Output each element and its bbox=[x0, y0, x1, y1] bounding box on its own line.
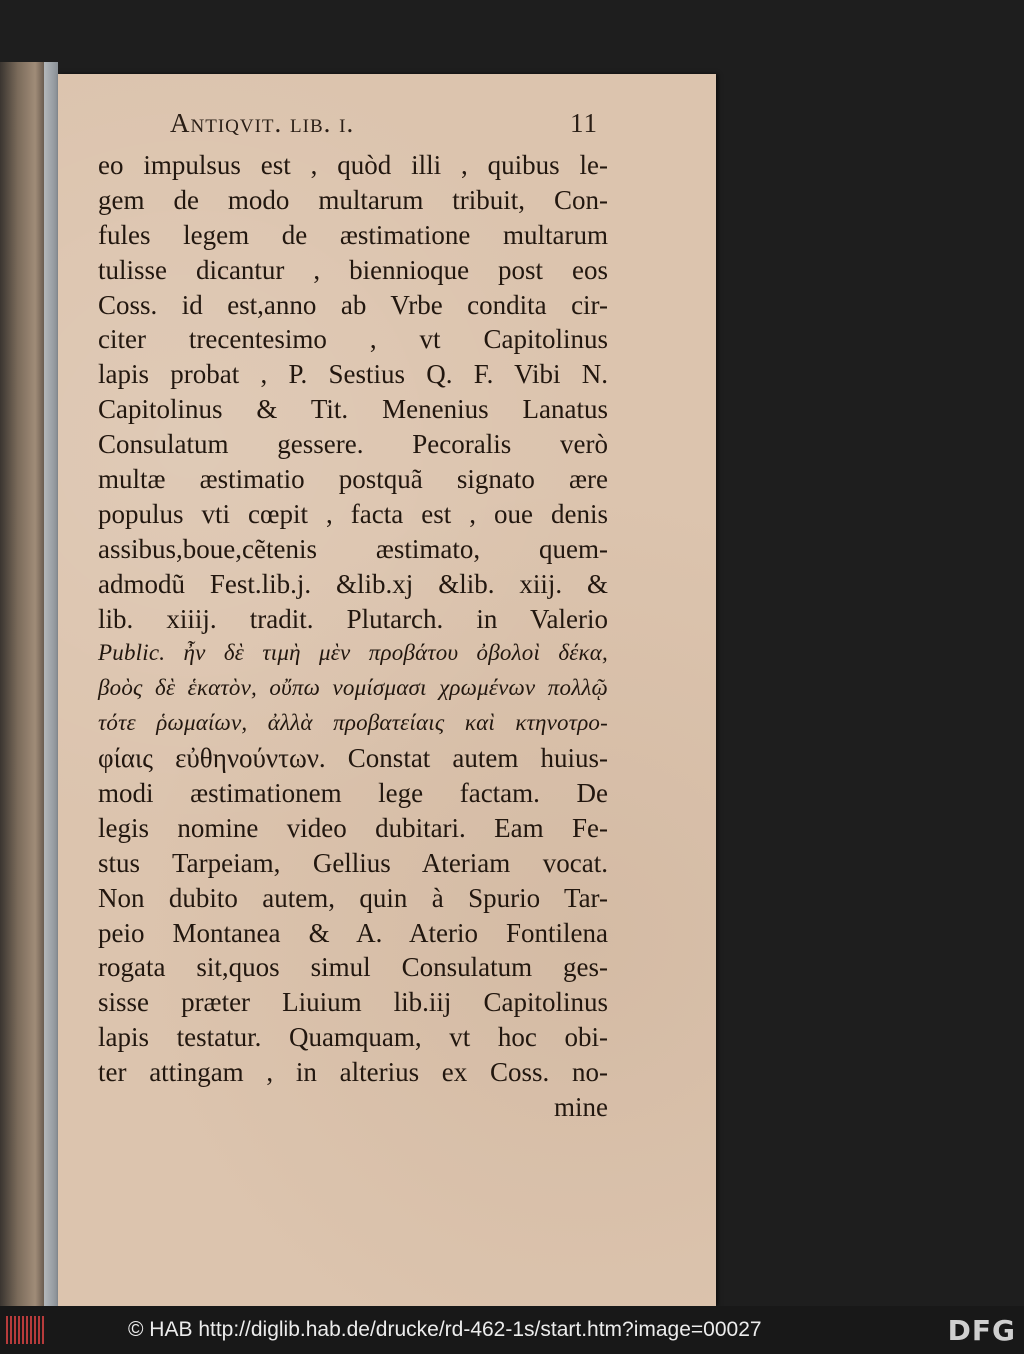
running-head-title: Antiqvit. lib. i. bbox=[170, 108, 355, 138]
text-block bbox=[98, 148, 608, 1125]
copyright-credit-link[interactable]: © HAB http://diglib.hab.de/drucke/rd-462-1s/start.htm?image=00027 bbox=[128, 1318, 762, 1341]
text-line: populus vti cœpit , facta est , oue denis bbox=[98, 498, 608, 529]
text-line: modi æstimationem lege factam. De bbox=[98, 778, 608, 809]
text-line: Non dubito autem, quin à Spurio Tar- bbox=[98, 882, 608, 913]
text-line: lapis probat , P. Sestius Q. F. Vibi N. bbox=[98, 359, 608, 390]
text-line: citer trecentesimo , vt Capitolinus bbox=[98, 324, 608, 355]
text-line: tulisse dicantur , biennioque post eos bbox=[98, 254, 608, 285]
page-gutter-strip bbox=[44, 62, 58, 1306]
text-line: stus Tarpeiam, Gellius Ateriam vocat. bbox=[98, 847, 608, 878]
running-head bbox=[158, 104, 598, 144]
text-line: rogata sit,quos simul Consulatum ges- bbox=[98, 952, 608, 983]
greek-text-line: βοὸς δὲ ἑκατὸν, οὔπω νομίσμασι χρωμένων πολλῷ bbox=[98, 675, 608, 701]
dfg-logo: DFG bbox=[947, 1314, 1016, 1347]
text-line: lib. xiiij. tradit. Plutarch. in Valerio bbox=[98, 603, 608, 634]
text-line: legis nomine video dubitari. Eam Fe- bbox=[98, 812, 608, 843]
barcode-icon bbox=[6, 1316, 46, 1344]
text-line: fules legem de æstimatione multarum bbox=[98, 219, 608, 250]
book-page bbox=[58, 74, 716, 1306]
text-line: Coss. id est,anno ab Vrbe condita cir- bbox=[98, 289, 608, 320]
greek-text-line: Public. ἦν δὲ τιμὴ μὲν προβάτου ὀβολοὶ δέκα, bbox=[98, 640, 608, 666]
text-line: multæ æstimatio postquã signato ære bbox=[98, 464, 608, 495]
text-line: φίαις εὐθηνούντων. Constat autem huius- bbox=[98, 743, 608, 774]
text-line: Consulatum gessere. Pecoralis verò bbox=[98, 429, 608, 460]
greek-text-line: τότε ῥωμαίων, ἀλλὰ προβατείαις καὶ κτηνοτρο- bbox=[98, 710, 608, 736]
previous-page-edge bbox=[0, 62, 44, 1306]
text-line: eo impulsus est , quòd illi , quibus le- bbox=[98, 150, 608, 180]
text-line: Capitolinus & Tit. Menenius Lanatus bbox=[98, 394, 608, 425]
text-line: admodũ Fest.lib.j. &lib.xj &lib. xiij. & bbox=[98, 568, 608, 599]
folio-number: 11 bbox=[570, 108, 598, 138]
text-line: sisse præter Liuium lib.iij Capitolinus bbox=[98, 987, 608, 1018]
viewer-footer bbox=[0, 1306, 1024, 1354]
text-line: assibus,boue,cẽtenis æstimato, quem- bbox=[98, 533, 608, 564]
text-line: peio Montanea & A. Aterio Fontilena bbox=[98, 917, 608, 948]
text-line: lapis testatur. Quamquam, vt hoc obi- bbox=[98, 1022, 608, 1053]
catchword: mine bbox=[554, 1092, 608, 1123]
text-line: gem de modo multarum tribuit, Con- bbox=[98, 184, 608, 215]
text-line: ter attingam , in alterius ex Coss. no- bbox=[98, 1057, 608, 1088]
